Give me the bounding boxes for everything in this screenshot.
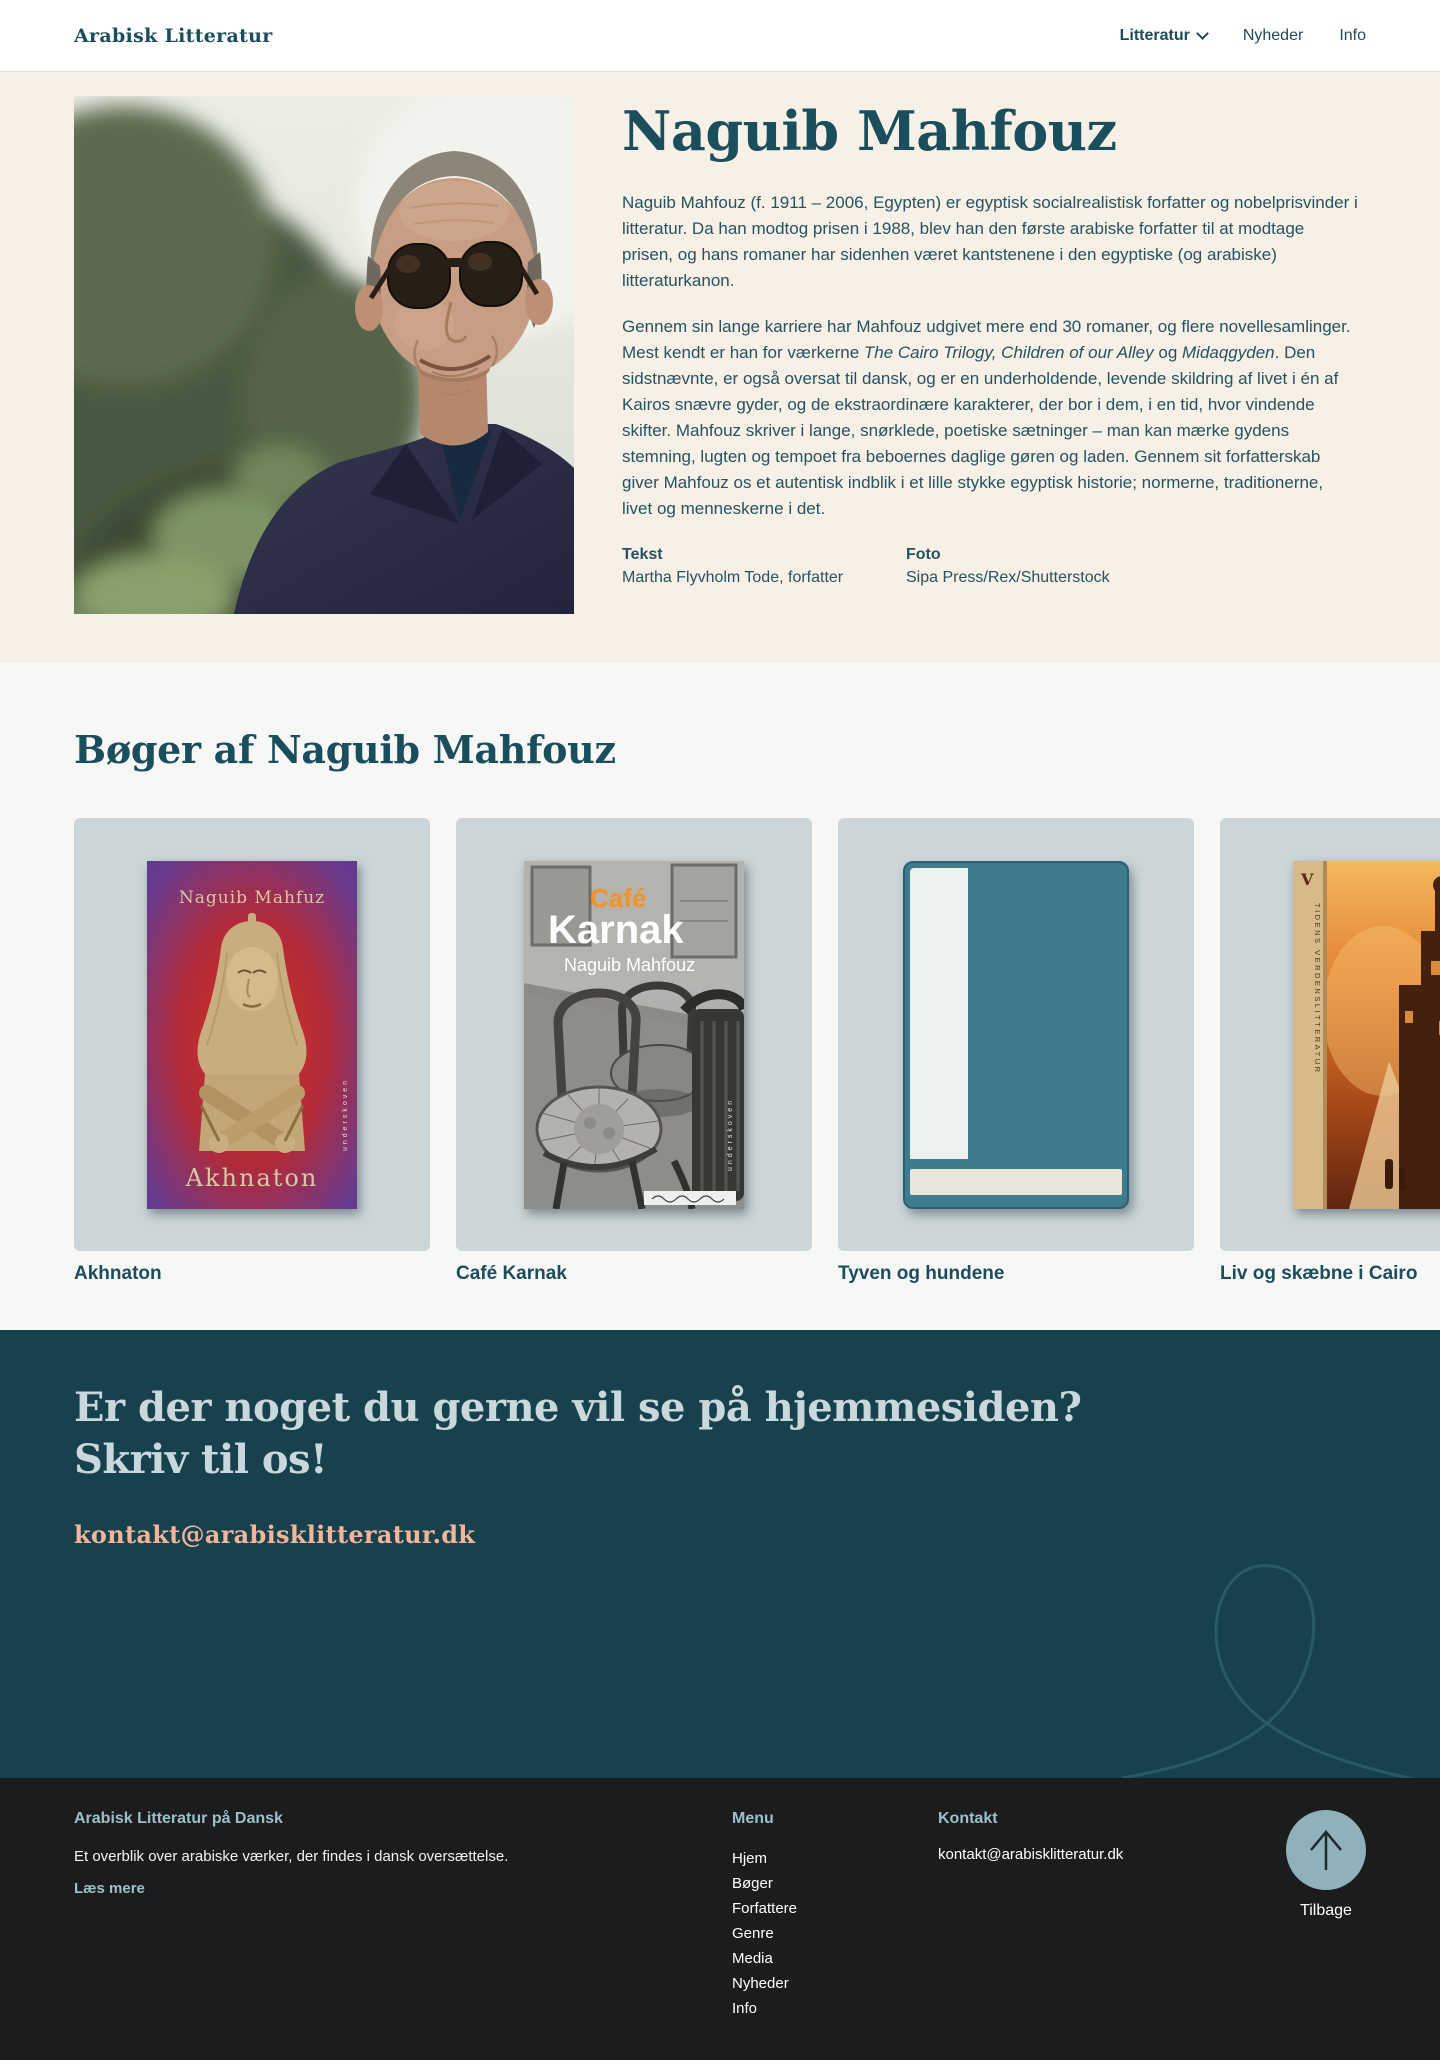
book-card-tyven-og-hundene[interactable] [838,818,1194,1285]
svg-text:TIDENS VERDENSLITTERATUR: TIDENS VERDENSLITTERATUR [1313,902,1322,1075]
footer-about [74,1810,732,2030]
footer-menu-media[interactable]: Media [732,1950,773,1967]
svg-text:Akhnaton: Akhnaton [185,1163,319,1192]
cta-section [0,1330,1440,1778]
footer-about-description: Et overblik over arabiske værker, der findes i dansk oversættelse. [74,1848,509,1865]
back-to-top-button[interactable] [1286,1810,1366,1890]
credits [622,546,1358,587]
book-carousel [74,818,1440,1285]
footer-contact [938,1810,1238,2030]
footer-contact-email[interactable]: kontakt@arabisklitteratur.dk [938,1846,1124,1863]
akhnaton-cover-art [147,861,357,1209]
footer-contact-heading: Kontakt [938,1810,998,1827]
site-logo[interactable]: Arabisk Litteratur [74,24,273,47]
nav-item-litteratur[interactable]: Litteratur [1120,27,1207,45]
nav-item-info[interactable]: Info [1339,26,1366,44]
hero-text [622,96,1358,614]
svg-text:underskoven: underskoven [342,1077,349,1151]
cafe-karnak-cover-art [524,861,744,1209]
footer-menu-hjem[interactable]: Hjem [732,1850,768,1867]
credit-text [622,546,906,587]
books-section [0,663,1440,1330]
footer-menu-heading: Menu [732,1810,774,1827]
footer-read-more-link[interactable]: Læs mere [74,1880,145,1897]
credit-text-label: Tekst [622,546,663,564]
book-card-akhnaton[interactable] [74,818,430,1285]
footer-menu [732,1810,938,2030]
chevron-down-icon [1196,27,1209,40]
footer-menu-info[interactable]: Info [732,2000,758,2017]
svg-text:Café: Café [590,882,647,913]
svg-text:Karnak: Karnak [548,907,684,952]
loop-decoration [1120,1532,1440,1778]
book-card-cafe-karnak[interactable] [456,818,812,1285]
book-card-liv-og-skaebne[interactable] [1220,818,1440,1285]
hero-section [0,72,1440,663]
footer-menu-boeger[interactable]: Bøger [732,1875,773,1892]
liv-og-skaebne-cover-art [1293,861,1440,1209]
cta-email-link[interactable]: kontakt@arabisklitteratur.dk [74,1520,476,1549]
arrow-up-icon [1307,1826,1345,1874]
svg-text:Naguib Mahfuz: Naguib Mahfuz [178,887,326,908]
placeholder-book-graphic [903,861,1129,1209]
book-cover-frame [456,818,812,1251]
svg-text:Naguib Mahfouz: Naguib Mahfouz [564,954,696,975]
back-to-top [1286,1810,1366,2030]
main-nav [1120,27,1366,45]
book-title: Liv og skæbne i Cairo [1220,1263,1418,1284]
svg-text:V: V [1301,869,1314,889]
site-footer [0,1778,1440,2060]
footer-menu-nyheder[interactable]: Nyheder [732,1975,789,1992]
credit-photo-value: Sipa Press/Rex/Shutterstock [906,569,1110,587]
bio-paragraph-1: Naguib Mahfouz (f. 1911 – 2006, Egypten) er egyptisk socialrealistisk forfatter og nobelprisvinder i litteratur. Da han modtog prisen i 1988, blev han den første arabiske forfatter til at modtage prisen, og hans romaner har sidenhen været kantstenene i den egyptiske (og arabiske) litteraturkanon. [622,193,1358,291]
credit-photo-label: Foto [906,546,941,564]
books-heading: Bøger af Naguib Mahfouz [74,727,616,772]
credit-text-value: Martha Flyvholm Tode, forfatter [622,569,844,587]
book-cover-frame [74,818,430,1251]
page-title: Naguib Mahfouz [622,99,1117,163]
book-cover-frame [1220,818,1440,1251]
svg-text:underskoven: underskoven [727,1097,734,1171]
credit-photo [906,546,1190,587]
book-cover-frame [838,818,1194,1251]
book-title: Tyven og hundene [838,1263,1005,1284]
book-title: Café Karnak [456,1263,567,1284]
back-to-top-label: Tilbage [1300,1902,1352,1919]
footer-menu-genre[interactable]: Genre [732,1925,774,1942]
bio-paragraph-2: Gennem sin lange karriere har Mahfouz udgivet mere end 30 romaner, og flere novellesamlinger. Mest kendt er han for værkerne The Cairo Trilogy, Children of our Alley og Midaqgyden. Den sidstnævnte, er også oversat til dansk, og er en underholdende, levende skildring af livet i én af Kairos snævre gyder, og de ekstraordinære karakterer, der bor i dem, i en tid, hvor vindende skifter. Mahfouz skriver i lange, snørklede, poetiske sætninger – man kan mærke gydens stemning, lugten og tempoet fra beboernes daglige gøren og laden. Gennem sit forfatterskab giver Mahfouz os et autentisk indblik i et lille stykke egyptisk historie; normerne, traditionerne, livet og menneskerne i det. [622,317,1351,519]
cta-heading: Er der noget du gerne vil se på hjemmesiden? Skriv til os! [74,1384,1082,1483]
nav-item-nyheder[interactable]: Nyheder [1242,26,1304,44]
site-header [0,0,1440,72]
author-photo [74,96,574,614]
footer-about-heading: Arabisk Litteratur på Dansk [74,1810,283,1827]
footer-menu-forfattere[interactable]: Forfattere [732,1900,798,1917]
book-title: Akhnaton [74,1263,162,1284]
